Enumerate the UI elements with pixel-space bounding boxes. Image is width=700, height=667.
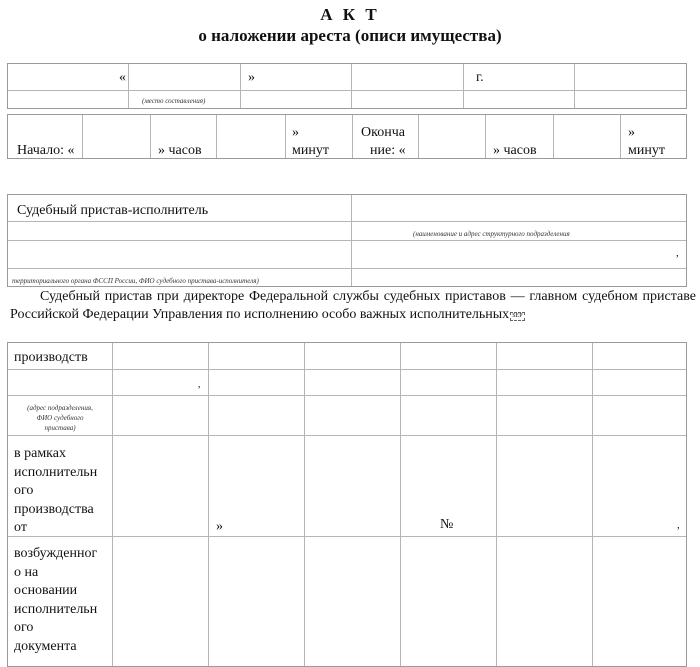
end-label-part1: Оконча: [361, 125, 405, 140]
year-suffix: г.: [476, 70, 484, 85]
sep-mark: SEP: [512, 313, 523, 319]
proceedings-table: [7, 342, 687, 667]
document-title: А К Т: [320, 5, 380, 24]
end-minutes-quote: »: [628, 125, 635, 140]
date-close-quote: »: [248, 70, 255, 85]
officer-table: [7, 194, 687, 287]
officer-comma: ,: [676, 247, 679, 259]
initiated-label: возбужденног о на основании исполнительн ого документа: [14, 546, 98, 654]
start-minutes-quote: »: [292, 125, 299, 140]
time-table: [7, 114, 687, 159]
end-hours-label: » часов: [493, 143, 537, 158]
place-hint: (место составления): [142, 97, 206, 105]
division-hint: (наименование и адрес структурного подразделения: [413, 230, 570, 238]
end-label-part2: ние: «: [370, 143, 406, 158]
date-place-table: [7, 63, 687, 109]
officer-label: Судебный пристав-исполнитель: [17, 203, 209, 218]
proceedings-comma-end: ,: [677, 519, 680, 531]
proceedings-comma: ,: [198, 379, 201, 390]
paragraph-text: Судебный пристав при директоре Федеральной службы судебных приставов — главном судебном приставе Российской Федерации Управления по исполнению особо важных исполнительных: [10, 289, 696, 322]
document-subtitle: о наложении ареста (описи имущества): [198, 26, 502, 45]
within-proceedings-label: в рамках исполнительн ого производства от: [14, 446, 98, 535]
address-hint: (адрес подразделения, ФИО судебного пристава): [27, 404, 93, 432]
end-minutes-label: минут: [628, 143, 665, 158]
bailiff-paragraph: [10, 288, 696, 324]
start-label: Начало: «: [17, 143, 75, 158]
date-open-quote: «: [119, 70, 126, 85]
start-minutes-label: минут: [292, 143, 329, 158]
proceedings-number-sign: №: [440, 517, 454, 532]
proceedings-date-quote: »: [216, 519, 223, 534]
proceedings-word: производств: [14, 350, 88, 365]
start-hours-label: » часов: [158, 143, 202, 158]
fssp-hint: территориального органа ФССП России, ФИО судебного пристава-исполнителя): [12, 277, 259, 285]
